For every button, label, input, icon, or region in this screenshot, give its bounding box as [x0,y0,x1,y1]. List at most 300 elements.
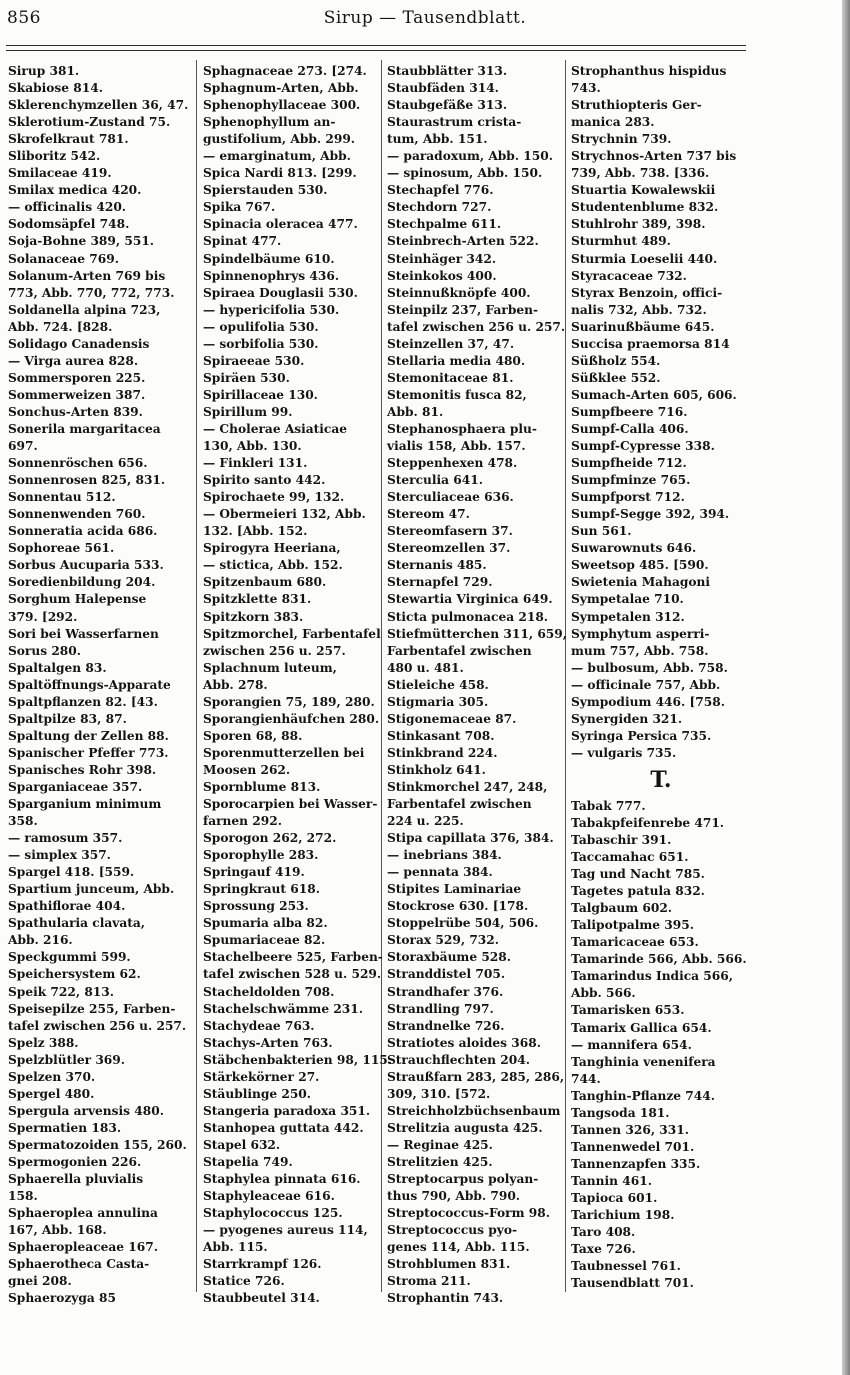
index-entry: thus 790, Abb. 790. [387,1189,521,1204]
index-entry: Spelzblütler 369. [8,1052,126,1067]
index-entry: Straußfarn 283, 285, 286, [387,1069,565,1084]
index-entry: Spirogyra Heeriana, [203,541,341,556]
index-entry: Stipites Laminariae [387,882,522,897]
index-entry: — spinosum, Abb. 150. [387,166,543,181]
index-entry: Spirillaceae 130. [203,387,318,402]
index-entry: — bulbosum, Abb. 758. [571,660,728,675]
index-entry: Sonnenröschen 656. [8,456,148,471]
index-entry: Sporophylle 283. [203,848,319,863]
index-entry: Strophantin 743. [387,1291,504,1306]
page-edge [842,0,850,1375]
index-entry: Springkraut 618. [203,882,320,897]
index-entry: Tamarix Gallica 654. [571,1020,712,1035]
index-entry: tafel zwischen 256 u. 257. [8,1018,187,1033]
index-entry: Sumpf-Cypresse 338. [571,439,715,454]
index-entry: Sumach-Arten 605, 606. [571,387,737,402]
index-entry: Steppenhexen 478. [387,456,518,471]
running-title: Sirup — Tausendblatt. [323,8,527,28]
index-entry: Spelzen 370. [8,1069,96,1084]
index-entry: Taxe 726. [571,1242,636,1257]
index-entry: Tannenwedel 701. [571,1139,695,1154]
index-entry: Speik 722, 813. [8,984,115,999]
index-entry: Spanisches Rohr 398. [8,762,157,777]
index-entry: Spaltpilze 83, 87. [8,711,127,726]
index-entry: Steinbrech-Arten 522. [387,234,539,249]
index-entry: Farbentafel zwischen [387,643,532,658]
index-entry: Sumpfheide 712. [571,456,687,471]
index-entry: mum 757, Abb. 758. [571,643,709,658]
index-entry: Staphylococcus 125. [203,1206,343,1221]
index-entry: manica 283. [571,115,655,130]
index-entry: Abb. 115. [203,1240,268,1255]
index-entry: — simplex 357. [8,848,111,863]
column-divider [381,60,382,1292]
index-entry: Stigonemaceae 87. [387,711,517,726]
index-entry: — hypericifolia 530. [203,302,340,317]
index-entry: Staphyleaceae 616. [203,1189,335,1204]
index-entry: Stacheldolden 708. [203,984,335,999]
index-entry: Spiraea Douglasii 530. [203,285,358,300]
index-entry: Stachys-Arten 763. [203,1035,333,1050]
header-rule [6,45,746,46]
index-entry: Solanum-Arten 769 bis [8,268,166,283]
index-entry: 158. [8,1189,38,1204]
index-entry: Tamarindus Indica 566, [571,969,733,984]
index-entry: — officinalis 420. [8,200,127,215]
index-entry: Stuartia Kowalewskii [571,183,716,198]
index-entry: Strelitzien 425. [387,1155,493,1169]
index-entry: farnen 292. [203,814,282,829]
index-entry: Sonnenrosen 825, 831. [8,473,166,488]
index-entry: genes 114, Abb. 115. [387,1240,530,1255]
index-entry: Tag und Nacht 785. [571,867,705,882]
index-entry: Tannenzapfen 335. [571,1156,701,1171]
index-entry: Stratiotes aloides 368. [387,1035,541,1050]
index-entry: Stechapfel 776. [387,183,494,198]
index-entry: Sympetalae 710. [571,592,684,607]
index-entry: Stieleiche 458. [387,677,489,692]
index-entry: — stictica, Abb. 152. [203,558,343,573]
index-entry: Sonchus-Arten 839. [8,404,143,419]
index-entry: Strophanthus hispidus [571,64,727,78]
index-entry: Stinkmorchel 247, 248, [387,779,548,794]
index-entry: Tausendblatt 701. [571,1276,694,1291]
index-entry: 358. [8,814,38,829]
index-entry: Sommersporen 225. [8,370,146,385]
index-entry: 130, Abb. 130. [203,439,302,454]
index-entry: Stephanosphaera plu- [387,421,537,436]
index-entry: — pyogenes aureus 114, [203,1223,368,1238]
index-entry: Spathularia clavata, [8,916,145,931]
index-entry: Spika 767. [203,200,276,215]
index-entry: Struthiopteris Ger- [571,98,702,113]
section-letter-heading: T. [650,766,672,793]
index-entry: Sprossung 253. [203,899,309,914]
index-entry: Sorbus Aucuparia 533. [8,558,164,573]
index-entry: Staubblätter 313. [387,64,508,78]
index-entry: — inebrians 384. [387,848,502,863]
index-entry: Stroma 211. [387,1274,471,1289]
index-entry: Süßklee 552. [571,370,661,385]
index-entry: Sphaeropleaceae 167. [8,1240,158,1255]
index-entry: Stuhlrohr 389, 398. [571,217,706,232]
index-entry: Styracaceae 732. [571,268,687,283]
index-entry: Tanghinia venenifera [571,1054,716,1069]
index-entry: Abb. 81. [387,404,444,419]
index-entry: — officinale 757, Abb. [571,677,721,692]
index-entry: Spitzklette 831. [203,592,312,607]
index-entry: Skrofelkraut 781. [8,132,129,147]
index-entry: Abb. 278. [203,677,268,692]
index-entry: — vulgaris 735. [571,745,677,760]
index-entry: Splachnum luteum, [203,660,337,675]
index-entry: Abb. 566. [571,986,636,1001]
index-entry: Sternanis 485. [387,558,487,573]
index-entry: Spargel 418. [559. [8,865,135,880]
index-entry: Staurastrum crista- [387,115,522,130]
index-entry: Stemonitis fusca 82, [387,387,527,402]
index-entry: Stinkholz 641. [387,762,486,777]
index-entry: gustifolium, Abb. 299. [203,132,356,147]
index-entry: Sternapfel 729. [387,575,493,590]
column-divider [196,60,197,1292]
index-entry: Sphaerella pluvialis [8,1172,144,1187]
index-entry: Strandhafer 376. [387,984,504,999]
index-entry: Staubgefäße 313. [387,98,508,113]
index-entry: Stapel 632. [203,1137,281,1152]
index-entry: Spaltpflanzen 82. [43. [8,694,158,709]
index-entry: Smilax medica 420. [8,183,142,198]
index-entry: Sterculia 641. [387,473,483,488]
index-entry: Tabak 777. [571,798,646,813]
index-entry: — pennata 384. [387,865,493,880]
index-entry: Stiefmütterchen 311, 659, [387,626,567,641]
index-entry: Stinkbrand 224. [387,745,498,760]
index-entry: Süßholz 554. [571,353,661,368]
index-entry: Springauf 419. [203,865,305,880]
index-entry: Sumpf-Segge 392, 394. [571,507,730,522]
index-entry: Sliboritz 542. [8,149,101,164]
index-entry: — Finkleri 131. [203,456,308,471]
index-entry: — opulifolia 530. [203,319,319,334]
index-entry: Sun 561. [571,524,632,539]
index-entry: Abb. 724. [828. [8,319,113,334]
index-entry: Spergel 480. [8,1086,95,1101]
index-entry: Spelz 388. [8,1035,79,1050]
index-entry: Stäublinge 250. [203,1086,312,1101]
page-header [0,0,850,40]
index-entry: 224 u. 225. [387,814,464,829]
index-entry: tafel zwischen 256 u. 257. [387,319,566,334]
index-entry: Spinnenophrys 436. [203,268,340,283]
header-rule-inner [6,50,746,51]
index-entry: Spica Nardi 813. [299. [203,166,357,181]
index-entry: Speckgummi 599. [8,950,131,965]
index-entry: Sklerenchymzellen 36, 47. [8,98,189,113]
index-entry: Stinkasant 708. [387,728,495,743]
index-entry: Steinhäger 342. [387,251,497,266]
index-entry: Spindelbäume 610. [203,251,335,266]
index-entry: Spiräen 530. [203,370,290,385]
index-entry: Abb. 216. [8,933,73,948]
index-entry: Talgbaum 602. [571,901,673,916]
index-entry: Sturmia Loeselii 440. [571,251,718,266]
index-entry: Staubfäden 314. [387,81,499,96]
index-entry: Tapioca 601. [571,1191,658,1205]
index-entry: Spirochaete 99, 132. [203,490,345,505]
index-entry: Soja-Bohne 389, 551. [8,234,155,249]
index-entry: Taccamahac 651. [571,850,689,865]
index-entry: Stewartia Virginica 649. [387,592,553,607]
index-entry: Sonerila margaritacea [8,421,161,436]
index-entry: Strandnelke 726. [387,1018,505,1033]
index-entry: tum, Abb. 151. [387,132,488,147]
index-entry: Sodomsäpfel 748. [8,217,130,232]
index-entry: Spaltöffnungs-Apparate [8,677,171,692]
index-entry: Spanischer Pfeffer 773. [8,745,169,760]
index-entry: Stachydeae 763. [203,1018,315,1033]
index-entry: Steinkokos 400. [387,268,497,283]
index-entry: Sphaeroplea annulina [8,1206,158,1221]
index-entry: Sphagnaceae 273. [274. [203,64,367,78]
index-entry: 744. [571,1071,601,1086]
index-column-2 [203,63,393,1307]
index-entry: — Obermeieri 132, Abb. [203,507,366,522]
index-entry: Statice 726. [203,1274,285,1289]
index-column-1 [8,63,190,1307]
index-entry: Sporogon 262, 272. [203,831,337,846]
index-entry: Spumaria alba 82. [203,916,328,931]
index-entry: 132. [Abb. 152. [203,524,308,539]
index-entry: Stellaria media 480. [387,353,526,368]
index-entry: Sphagnum-Arten, Abb. [203,81,359,96]
index-entry: Sophoreae 561. [8,541,115,556]
index-entry: Stärkekörner 27. [203,1069,320,1084]
index-entry: Stanhopea guttata 442. [203,1120,364,1135]
index-entry: — paradoxum, Abb. 150. [387,149,553,164]
index-entry: Spirillum 99. [203,404,293,419]
index-entry: Sklerotium-Zustand 75. [8,115,171,130]
index-entry: Spermatozoiden 155, 260. [8,1137,187,1152]
index-entry: Styrax Benzoin, offici- [571,285,723,300]
index-entry: Swietenia Mahagoni [571,575,710,590]
index-entry: Spermogonien 226. [8,1155,142,1169]
index-entry: Sporen 68, 88. [203,728,303,743]
index-entry: — sorbifolia 530. [203,336,319,351]
index-entry: Sphenophyllum an- [203,115,336,130]
index-entry: — Cholerae Asiaticae [203,421,347,436]
index-entry: Stipa capillata 376, 384. [387,831,554,846]
index-entry: Synergiden 321. [571,711,683,726]
index-entry: Spermatien 183. [8,1120,122,1135]
index-entry: Spitzmorchel, Farbentafel [203,626,381,641]
index-entry: Sterculiaceae 636. [387,490,514,505]
index-entry: Stereom 47. [387,507,470,522]
index-entry: Stachelbeere 525, Farben- [203,950,383,965]
index-entry: Tagetes patula 832. [571,884,705,899]
index-entry: Spinacia oleracea 477. [203,217,358,232]
index-entry: Streptococcus-Form 98. [387,1206,550,1221]
index-entry: Soldanella alpina 723, [8,302,161,317]
index-entry: Spaltung der Zellen 88. [8,728,169,743]
index-entry: Strandling 797. [387,1001,494,1016]
index-entry: Staubbeutel 314. [203,1291,320,1306]
index-entry: Sommerweizen 387. [8,387,146,402]
index-entry: Tamaricaceae 653. [571,935,699,950]
index-entry: Stigmaria 305. [387,694,489,709]
index-entry: Speisepilze 255, Farben- [8,1001,176,1016]
index-entry: Stechdorn 727. [387,200,492,215]
index-entry: Strauchflechten 204. [387,1052,530,1067]
index-entry: Sympodium 446. [758. [571,694,725,709]
index-entry: Sporenmutterzellen bei [203,745,365,760]
index-entry: Sumpfminze 765. [571,473,691,488]
index-entry: Tabakpfeifenrebe 471. [571,815,725,830]
index-entry: Spitzenbaum 680. [203,575,327,590]
index-entry: Sporocarpien bei Wasser- [203,797,378,812]
index-entry: Sorghum Halepense [8,592,147,607]
index-entry: Suarinußbäume 645. [571,319,715,334]
index-entry: Spumariaceae 82. [203,933,326,948]
index-entry: Sparganium minimum [8,797,162,812]
index-entry: Stachelschwämme 231. [203,1001,363,1016]
index-entry: vialis 158, Abb. 157. [387,439,526,454]
index-entry: Sonnentau 512. [8,490,116,505]
index-entry: — Reginae 425. [387,1137,493,1152]
index-entry: Strychnin 739. [571,132,672,147]
index-entry: Succisa praemorsa 814 [571,336,730,351]
index-entry: Sumpf-Calla 406. [571,421,689,436]
index-column-4 [571,63,751,1292]
index-entry: Staphylea pinnata 616. [203,1172,361,1187]
index-entry: Taro 408. [571,1225,636,1240]
index-entry: Streptococcus pyo- [387,1223,518,1238]
index-entry: Stereomfasern 37. [387,524,513,539]
index-entry: Tannin 461. [571,1173,652,1188]
index-entry: Sweetsop 485. [590. [571,558,709,573]
index-entry: 309, 310. [572. [387,1086,491,1101]
index-entry: gnei 208. [8,1274,72,1289]
index-entry: Spartium junceum, Abb. [8,882,175,897]
index-entry: 379. [292. [8,609,78,624]
index-entry: Spinat 477. [203,234,282,249]
index-entry: Stockrose 630. [178. [387,899,529,914]
index-entry: — emarginatum, Abb. [203,149,351,164]
index-entry: Tabaschir 391. [571,833,672,848]
index-entry: Sumpfporst 712. [571,490,685,505]
index-entry: Sympetalen 312. [571,609,685,624]
index-entry: Strohblumen 831. [387,1257,511,1272]
index-entry: — Virga aurea 828. [8,353,139,368]
index-entry: Sturmhut 489. [571,234,671,249]
index-entry: Sonneratia acida 686. [8,524,158,539]
index-entry: Sparganiaceae 357. [8,779,143,794]
index-entry: 697. [8,439,38,454]
index-entry: Stangeria paradoxa 351. [203,1103,371,1118]
index-entry: Steinnußknöpfe 400. [387,285,531,300]
index-entry: Tamarinde 566, Abb. 566. [571,952,747,967]
index-entry: Sticta pulmonacea 218. [387,609,549,624]
index-entry: Spornblume 813. [203,779,321,794]
index-entry: Stäbchenbakterien 98, 115. [203,1052,393,1067]
index-entry: Skabiose 814. [8,81,103,96]
index-entry: tafel zwischen 528 u. 529. [203,967,382,982]
index-entry: Farbentafel zwischen [387,797,532,812]
index-entry: — mannifera 654. [571,1037,692,1052]
index-entry: Stereomzellen 37. [387,541,511,556]
column-divider [565,60,566,1292]
index-entry: 739, Abb. 738. [336. [571,166,710,181]
index-entry: Tarichium 198. [571,1208,675,1223]
index-entry: 167, Abb. 168. [8,1223,107,1238]
index-entry: Studentenblume 832. [571,200,719,215]
index-entry: Stechpalme 611. [387,217,502,232]
index-entry: nalis 732, Abb. 732. [571,302,707,317]
index-entry: zwischen 256 u. 257. [203,643,346,658]
index-entry: Stoppelrübe 504, 506. [387,916,539,931]
index-entry: Streichholzbüchsenbaum [387,1103,561,1118]
index-entry: Speichersystem 62. [8,967,141,982]
index-entry: Moosen 262. [203,762,291,777]
index-entry: Sirup 381. [8,64,80,78]
index-entry: Storax 529, 732. [387,933,499,948]
index-entry: Spiraeeae 530. [203,353,305,368]
index-entry: Storaxbäume 528. [387,950,511,965]
index-entry: Steinpilz 237, Farben- [387,302,539,317]
index-entry: Strychnos-Arten 737 bis [571,149,737,164]
index-entry: Stranddistel 705. [387,967,506,982]
index-entry: Symphytum asperri- [571,626,710,641]
index-entry: 480 u. 481. [387,660,464,675]
index-entry: 773, Abb. 770, 772, 773. [8,285,175,300]
index-entry: Solanaceae 769. [8,251,119,266]
index-entry: Spaltalgen 83. [8,660,107,675]
index-entry: Talipotpalme 395. [571,918,694,933]
index-entry: Sphaerozyga 85 [8,1291,117,1306]
index-entry: Spitzkorn 383. [203,609,304,624]
index-entry: Syringa Persica 735. [571,728,712,743]
index-entry: — ramosum 357. [8,831,123,846]
index-entry: Sporangienhäufchen 280. [203,711,380,726]
index-entry: Stemonitaceae 81. [387,370,514,385]
page-number: 856 [7,8,41,28]
index-entry: Suwarownuts 646. [571,541,697,556]
index-entry: Spergula arvensis 480. [8,1103,164,1118]
index-entry: Sumpfbeere 716. [571,404,688,419]
index-entry: Sonnenwenden 760. [8,507,146,522]
index-entry: Smilaceae 419. [8,166,112,181]
index-entry: Sporangien 75, 189, 280. [203,694,375,709]
index-entry: Taubnessel 761. [571,1259,681,1274]
index-entry: Sorus 280. [8,643,82,658]
index-entry: Tannen 326, 331. [571,1122,689,1137]
index-entry: Stapelia 749. [203,1155,293,1169]
index-entry: Spathiflorae 404. [8,899,126,914]
index-entry: Sphaerotheca Casta- [8,1257,150,1272]
index-entry: Strelitzia augusta 425. [387,1120,543,1135]
index-entry: 743. [571,81,601,96]
index-entry: Streptocarpus polyan- [387,1172,539,1187]
index-entry: Steinzellen 37, 47. [387,336,515,351]
index-entry: Tangsoda 181. [571,1105,670,1120]
index-entry: Tamarisken 653. [571,1003,685,1018]
index-column-3 [387,63,567,1307]
index-entry: Starrkrampf 126. [203,1257,322,1272]
index-entry: Solidago Canadensis [8,336,150,351]
index-entry: Sori bei Wasserfarnen [8,626,159,641]
index-entry: Sphenophyllaceae 300. [203,98,361,113]
index-entry: Spierstauden 530. [203,183,328,198]
